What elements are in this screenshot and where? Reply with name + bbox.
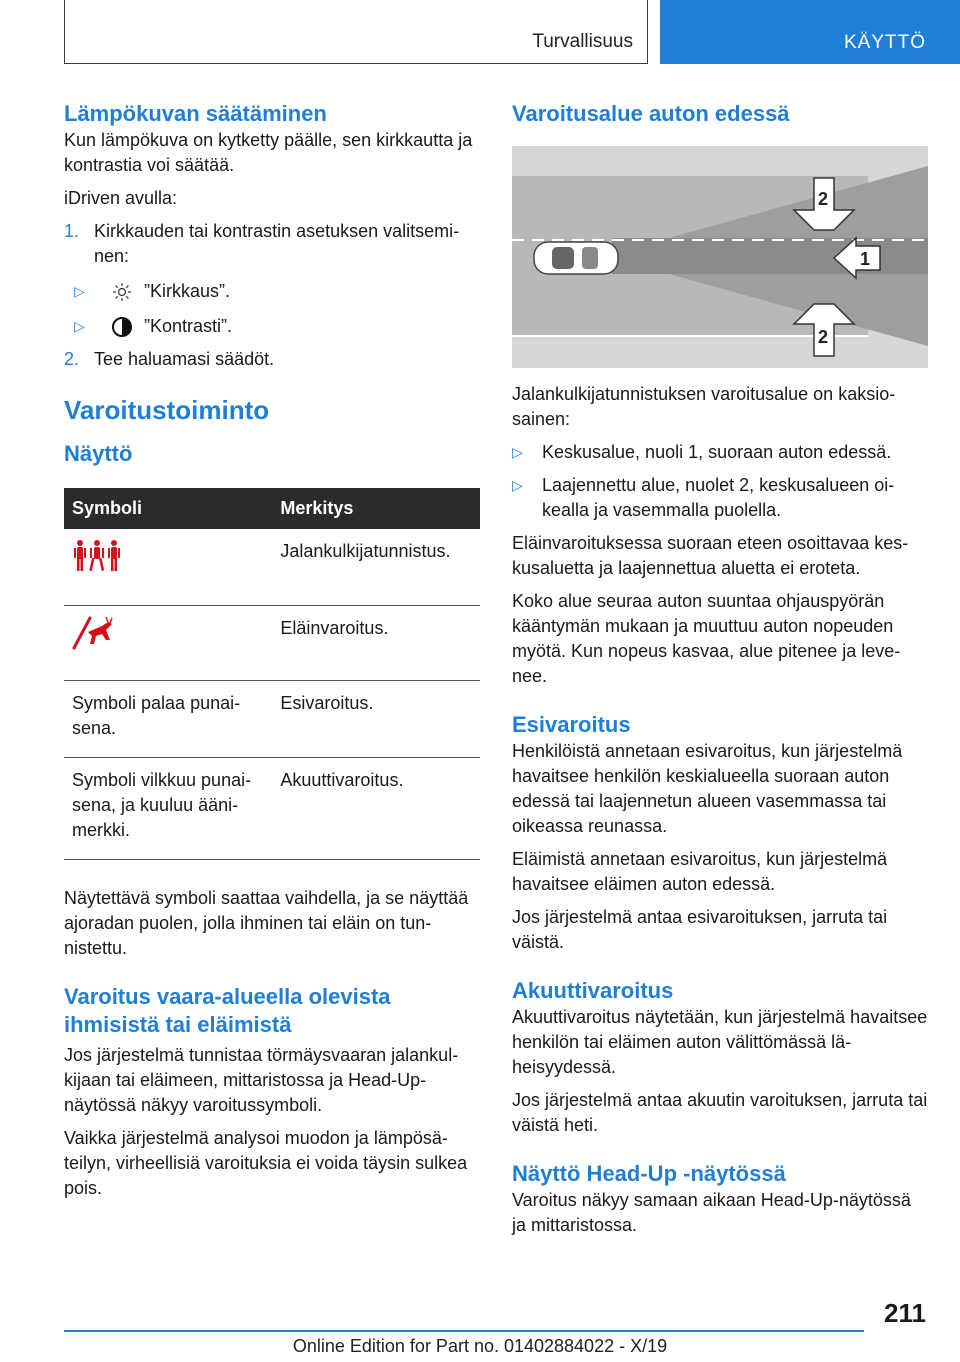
para-area: Jalankulkijatunnistuksen varoitusalue on kaksiosainen: — [512, 384, 896, 429]
table-header-symbol: Symboli — [64, 488, 272, 529]
para-pre-2: Eläimistä annetaan esivaroitus, kun järjestelmä havaitsee eläimen auton edessä. — [512, 849, 888, 894]
footer-edition: Online Edition for Part no. 01402884022 - X/19 — [292, 1336, 668, 1356]
step-1 — [64, 219, 480, 269]
pedestrian-warning-icon — [72, 559, 122, 579]
step-1-text: Kirkkauden tai kontrastin asetuksen valitseminen: — [94, 221, 460, 266]
bullet-extended-text: Laajennettu alue, nuolet 2, keskusalueen oikealla ja vasemmalla puolella. — [542, 475, 895, 520]
right-column — [512, 100, 928, 1238]
sub-item-contrast — [64, 314, 480, 339]
sub-item-contrast-label: ”Kontrasti”. — [144, 316, 233, 336]
table-cell-symbol: Symboli vilkkuu punaisena, ja kuuluu äänimerkki. — [64, 757, 272, 859]
heading-acute-warning: Akuuttivaroitus — [512, 978, 674, 1003]
para-pre-3: Jos järjestelmä antaa esivaroituksen, jarruta tai väistä. — [512, 907, 888, 952]
para-follow: Koko alue seuraa auton suuntaa ohjauspyörän kääntymän mukaan ja muuttuu auton nopeuden myötä. Kun nopeus kasvaa, alue pitenee ja levenee. — [512, 591, 901, 686]
header-chapter-tab — [660, 0, 960, 64]
heading-warning-area: Varoitusalue auton edessä — [512, 101, 790, 126]
step-2-number: 2. — [64, 349, 80, 369]
table-row — [64, 680, 480, 757]
bullet-center — [512, 440, 928, 465]
table-row — [64, 529, 480, 605]
left-column — [64, 100, 480, 1201]
table-cell-meaning: Akuuttivaroitus. — [272, 757, 480, 859]
sub-item-brightness-label: ”Kirkkaus”. — [144, 281, 231, 301]
step-2 — [64, 347, 480, 372]
page-number: 211 — [884, 1298, 926, 1328]
triangle-bullet-icon: ▷ — [512, 477, 523, 493]
table-cell-symbol — [64, 529, 272, 605]
triangle-bullet-icon: ▷ — [74, 318, 85, 334]
header-chapter-title: KÄYTTÖ — [843, 32, 926, 53]
heading-pre-warning: Esivaroitus — [512, 712, 631, 737]
sub-item-brightness — [64, 279, 480, 304]
triangle-bullet-icon: ▷ — [74, 283, 85, 299]
step-1-number: 1. — [64, 221, 80, 241]
step-2-text: Tee haluamasi säädöt. — [94, 349, 275, 369]
table-cell-meaning: Jalankulkijatunnistus. — [272, 529, 480, 605]
symbol-table — [64, 488, 480, 860]
para-after-table: Näytettävä symboli saattaa vaihdella, ja se näyttää ajoradan puolen, jolla ihminen tai eläin on tunnistettu. — [64, 887, 469, 958]
table-row — [64, 757, 480, 859]
bullet-center-text: Keskusalue, nuoli 1, suoraan auton edessä. — [542, 442, 892, 462]
header-section-title: Turvallisuus — [532, 31, 633, 52]
heading-display: Näyttö — [64, 441, 133, 466]
brightness-icon — [108, 282, 136, 302]
para-acute-2: Jos järjestelmä antaa akuutin varoituksen, jarruta tai väistä heti. — [512, 1090, 928, 1135]
para-danger-2: Vaikka järjestelmä analysoi muodon ja lämpösäteilyn, virheellisiä varoituksia ei voida täysin sulkea pois. — [64, 1127, 468, 1198]
para-hud: Varoitus näkyy samaan aikaan Head-Up-näytössä ja mittaristossa. — [512, 1190, 911, 1235]
contrast-icon — [108, 316, 136, 338]
table-header-row — [64, 488, 480, 529]
heading-thermal-adjust: Lämpökuvan säätäminen — [64, 101, 327, 126]
para-acute-1: Akuuttivaroitus näytetään, kun järjestelmä havaitsee henkilön tai eläimen auton välittömässä läheisyydessä. — [512, 1007, 928, 1077]
warning-area-figure — [512, 146, 928, 368]
triangle-bullet-icon: ▷ — [512, 444, 523, 460]
para-thermal: Kun lämpökuva on kytketty päälle, sen kirkkautta ja kontrastia voi säätää. — [64, 130, 473, 175]
animal-warning-icon — [72, 634, 118, 654]
heading-danger-zone: Varoitus vaara-alueella olevista ihmisistä tai eläimistä — [64, 983, 391, 1037]
heading-warning-function: Varoitustoiminto — [64, 395, 270, 425]
table-cell-meaning: Eläinvaroitus. — [272, 605, 480, 680]
table-cell-meaning: Esivaroitus. — [272, 680, 480, 757]
header-section-box — [64, 0, 648, 64]
arrow-2-bottom-label: 2 — [818, 327, 829, 347]
arrow-1-label: 1 — [860, 249, 871, 269]
para-animals: Eläinvaroituksessa suoraan eteen osoittavaa keskusaluetta ja laajennettua aluetta ei eroteta. — [512, 533, 909, 578]
car-icon — [534, 242, 618, 274]
arrow-2-top-label: 2 — [818, 189, 829, 209]
bullet-extended — [512, 473, 928, 523]
footer-divider — [64, 1330, 864, 1332]
table-cell-symbol — [64, 605, 272, 680]
table-row — [64, 605, 480, 680]
para-pre-1: Henkilöistä annetaan esivaroitus, kun järjestelmä havaitsee henkilön keskialueella suoraan auton edessä tai laajennetun alueen vasemmassa tai oikeassa reunassa. — [512, 741, 903, 836]
heading-hud: Näyttö Head-Up -näytössä — [512, 1161, 786, 1186]
para-danger-1: Jos järjestelmä tunnistaa törmäysvaaran jalankulkijaan tai eläimeen, mittaristossa ja Head-Up-näytössä näkyy varoitussymboli. — [64, 1044, 459, 1115]
para-idrive: iDriven avulla: — [64, 188, 178, 208]
table-cell-symbol: Symboli palaa punaisena. — [64, 680, 272, 757]
table-header-meaning: Merkitys — [272, 488, 480, 529]
